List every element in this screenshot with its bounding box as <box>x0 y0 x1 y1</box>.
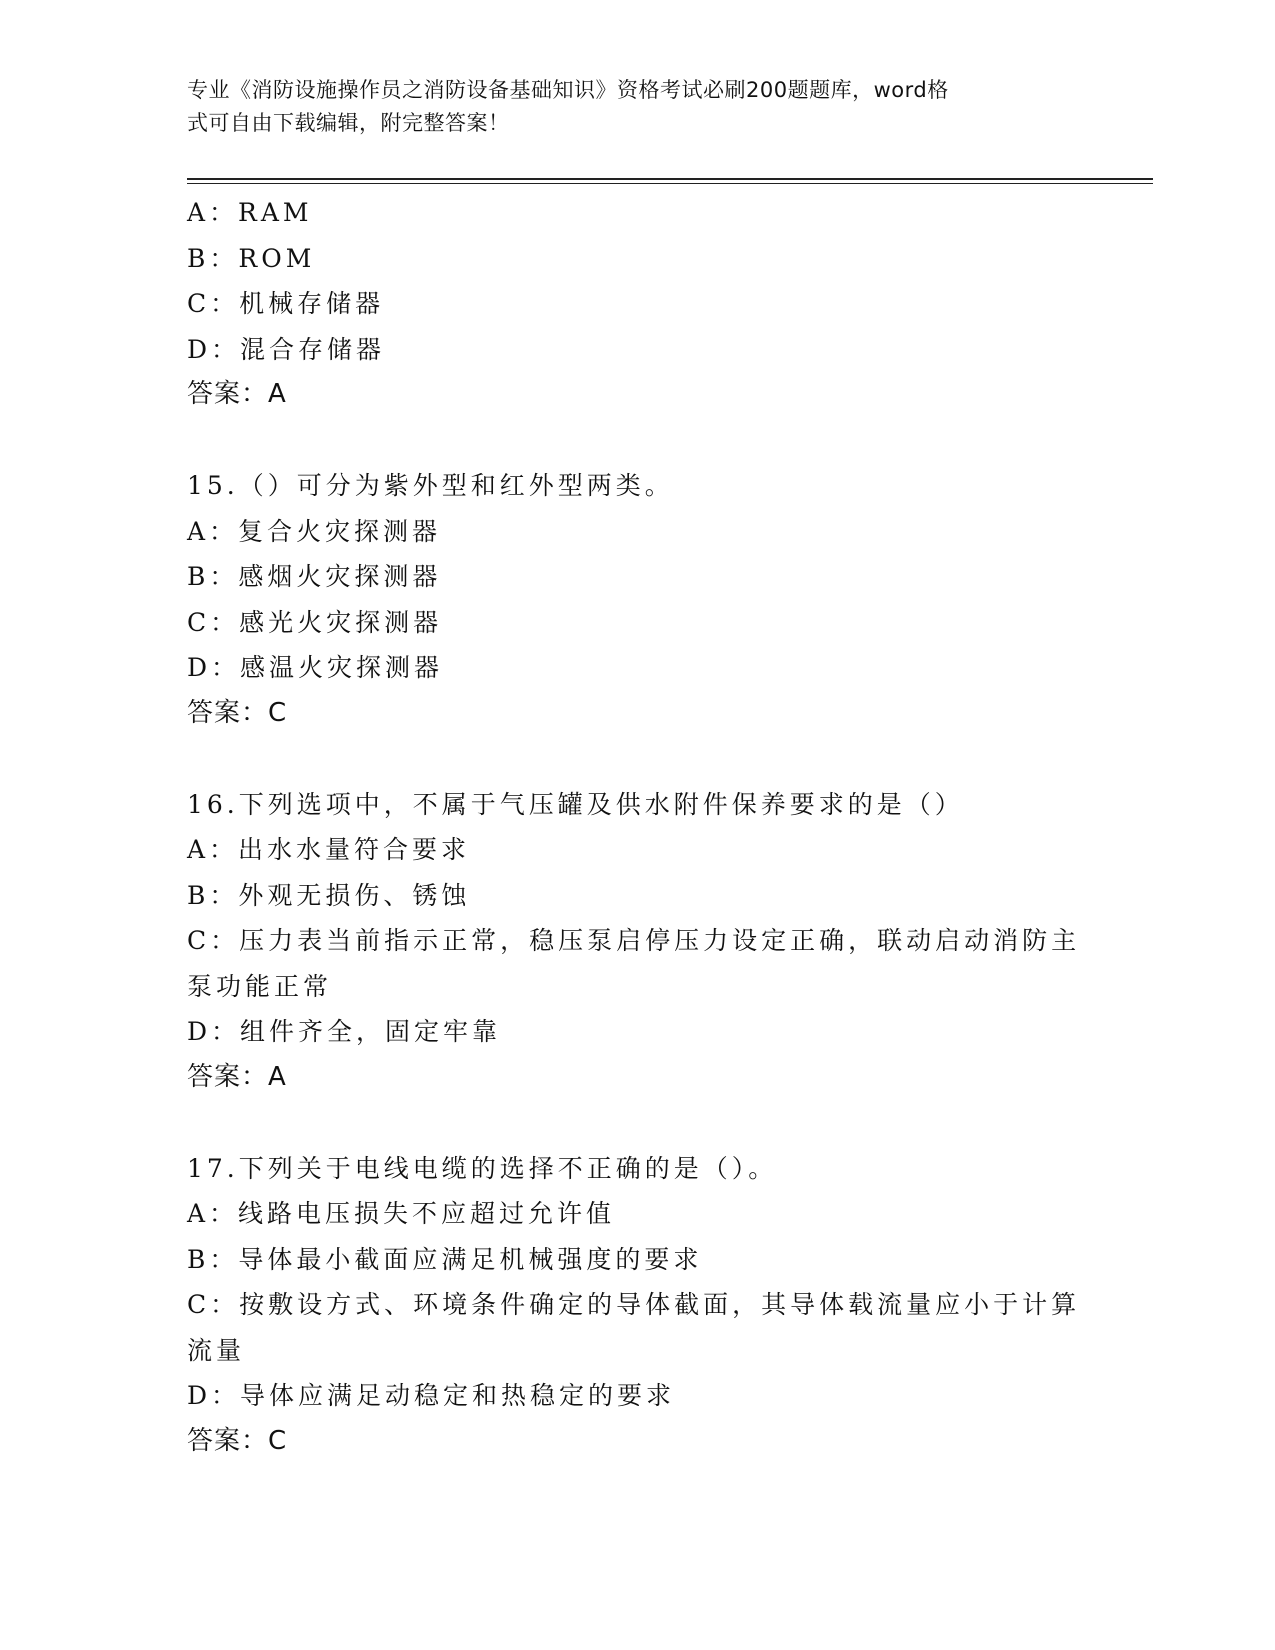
header-title-line-2: 式可自由下载编辑，附完整答案！ <box>187 111 510 135</box>
answer-line: 答案：A <box>187 379 287 409</box>
question-spacer <box>187 1100 1087 1146</box>
question-14-block <box>187 190 1087 418</box>
question-17-block <box>187 1146 1087 1465</box>
question-list <box>187 190 1087 1464</box>
option-c: C：机械存储器 <box>187 289 385 318</box>
option-c-line-2: 流量 <box>187 1335 246 1365</box>
option-d: D：组件齐全，固定牢靠 <box>187 1017 502 1046</box>
question-text: 16.下列选项中，不属于气压罐及供水附件保养要求的是（） <box>187 789 964 819</box>
option-b: B：外观无损伤、锈蚀 <box>187 880 471 910</box>
option-a: A：复合火灾探测器 <box>187 516 442 546</box>
question-spacer <box>187 736 1087 782</box>
header-divider-thick <box>187 178 1153 180</box>
answer-line: 答案：C <box>187 697 288 728</box>
question-spacer <box>187 418 1087 464</box>
option-b: B：ROM <box>187 243 316 273</box>
option-c-line-1: C：压力表当前指示正常，稳压泵启停压力设定正确，联动启动消防主 <box>187 926 1081 955</box>
option-c-line-1: C：按敷设方式、环境条件确定的导体截面，其导体载流量应小于计算 <box>187 1290 1081 1319</box>
option-c-line-2: 泵功能正常 <box>187 971 333 1001</box>
option-b: B：感烟火灾探测器 <box>187 562 442 591</box>
question-text: 15.（）可分为紫外型和红外型两类。 <box>187 471 674 500</box>
header-divider-thin <box>187 183 1153 184</box>
question-16-block <box>187 782 1087 1101</box>
option-d: D：混合存储器 <box>187 334 386 364</box>
option-a: A：出水水量符合要求 <box>187 835 471 864</box>
answer-line: 答案：A <box>187 1061 287 1092</box>
question-text: 17.下列关于电线电缆的选择不正确的是（）。 <box>187 1153 778 1183</box>
option-a: A：线路电压损失不应超过允许值 <box>187 1199 616 1228</box>
option-d: D：感温火灾探测器 <box>187 653 444 682</box>
option-a: A：RAM <box>187 198 313 227</box>
header-title-line-1: 专业《消防设施操作员之消防设备基础知识》资格考试必刷200题题库，word格 <box>187 78 949 102</box>
option-d: D：导体应满足动稳定和热稳定的要求 <box>187 1381 676 1410</box>
option-b: B：导体最小截面应满足机械强度的要求 <box>187 1244 703 1274</box>
question-15-block <box>187 463 1087 736</box>
option-c: C：感光火灾探测器 <box>187 607 443 637</box>
answer-line: 答案：C <box>187 1425 288 1456</box>
document-header <box>187 74 1067 140</box>
